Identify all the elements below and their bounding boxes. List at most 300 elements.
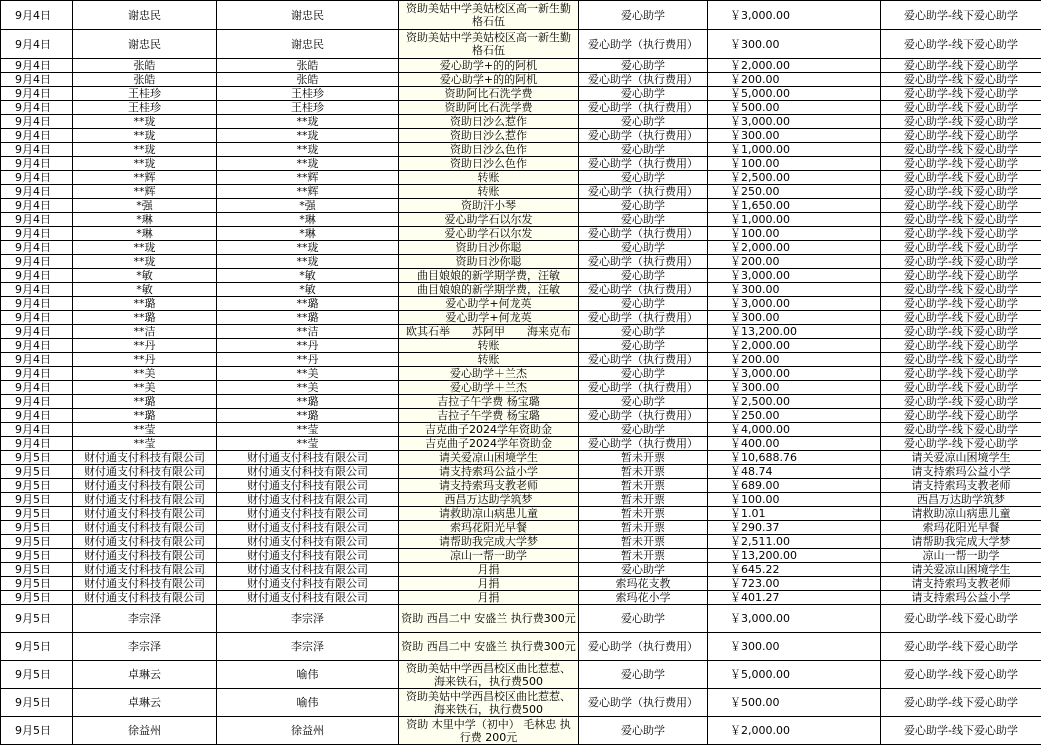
donor-cell: 王桂珍	[73, 87, 217, 101]
amount-cell: ￥4,000.00	[708, 423, 881, 437]
date-cell: 9月4日	[1, 143, 73, 157]
amount-cell: ￥200.00	[708, 353, 881, 367]
payer-cell: 财付通支付科技有限公司	[217, 535, 399, 549]
type-cell: 暂未开票	[579, 507, 708, 521]
description-cell: 爱心助学＋兰杰	[399, 381, 579, 395]
type-cell: 爱心助学	[579, 661, 708, 689]
project-cell: 爱心助学-线下爱心助学	[881, 605, 1041, 633]
payer-cell: **璐	[217, 297, 399, 311]
project-cell: 爱心助学-线下爱心助学	[881, 157, 1041, 171]
amount-cell: ￥1,000.00	[708, 213, 881, 227]
project-cell: 爱心助学-线下爱心助学	[881, 227, 1041, 241]
project-cell: 爱心助学-线下爱心助学	[881, 101, 1041, 115]
payer-cell: **珑	[217, 255, 399, 269]
date-cell: 9月4日	[1, 311, 73, 325]
table-row	[1, 283, 1041, 297]
description-cell: 资助日沙你聪	[399, 255, 579, 269]
donor-cell: 财付通支付科技有限公司	[73, 451, 217, 465]
payer-cell: 谢忠民	[217, 1, 399, 30]
description-cell: 凉山一帮一助学	[399, 549, 579, 563]
payer-cell: 财付通支付科技有限公司	[217, 549, 399, 563]
table-row	[1, 493, 1041, 507]
date-cell: 9月4日	[1, 1, 73, 30]
amount-cell: ￥401.27	[708, 591, 881, 605]
date-cell: 9月4日	[1, 185, 73, 199]
donor-cell: **丹	[73, 353, 217, 367]
type-cell: 爱心助学	[579, 1, 708, 30]
project-cell: 爱心助学-线下爱心助学	[881, 661, 1041, 689]
donor-cell: **美	[73, 367, 217, 381]
description-cell: 资助美姑中学西昌校区曲比惹惹、海来铁石，执行费500	[399, 661, 579, 689]
project-cell: 西昌万达助学筑梦	[881, 493, 1041, 507]
amount-cell: ￥3,000.00	[708, 367, 881, 381]
table-row	[1, 409, 1041, 423]
type-cell: 爱心助学（执行费用）	[579, 353, 708, 367]
donor-cell: 财付通支付科技有限公司	[73, 591, 217, 605]
payer-cell: **珑	[217, 143, 399, 157]
description-cell: 曲目娘娘的新学期学费，汪敏	[399, 283, 579, 297]
date-cell: 9月4日	[1, 157, 73, 171]
amount-cell: ￥13,200.00	[708, 325, 881, 339]
payer-cell: 李宗泽	[217, 605, 399, 633]
date-cell: 9月4日	[1, 325, 73, 339]
amount-cell: ￥48.74	[708, 465, 881, 479]
type-cell: 爱心助学	[579, 423, 708, 437]
date-cell: 9月4日	[1, 129, 73, 143]
date-cell: 9月4日	[1, 101, 73, 115]
donor-cell: **丹	[73, 339, 217, 353]
table-row	[1, 129, 1041, 143]
table-row	[1, 689, 1041, 717]
description-cell: 转账	[399, 353, 579, 367]
amount-cell: ￥290.37	[708, 521, 881, 535]
type-cell: 爱心助学（执行费用）	[579, 185, 708, 199]
type-cell: 暂未开票	[579, 465, 708, 479]
table-row	[1, 451, 1041, 465]
description-cell: 请支持索玛公益小学	[399, 465, 579, 479]
table-row	[1, 479, 1041, 493]
payer-cell: *敏	[217, 269, 399, 283]
type-cell: 爱心助学	[579, 339, 708, 353]
payer-cell: **丹	[217, 339, 399, 353]
amount-cell: ￥400.00	[708, 437, 881, 451]
payer-cell: 张皓	[217, 73, 399, 87]
donor-cell: **莹	[73, 423, 217, 437]
date-cell: 9月5日	[1, 451, 73, 465]
type-cell: 爱心助学	[579, 269, 708, 283]
date-cell: 9月4日	[1, 73, 73, 87]
date-cell: 9月5日	[1, 689, 73, 717]
payer-cell: *琳	[217, 213, 399, 227]
payer-cell: 徐益州	[217, 717, 399, 745]
description-cell: 索玛花阳光早餐	[399, 521, 579, 535]
amount-cell: ￥10,688.76	[708, 451, 881, 465]
type-cell: 爱心助学（执行费用）	[579, 283, 708, 297]
description-cell: 资助日沙你聪	[399, 241, 579, 255]
date-cell: 9月5日	[1, 577, 73, 591]
date-cell: 9月5日	[1, 661, 73, 689]
type-cell: 爱心助学	[579, 241, 708, 255]
project-cell: 爱心助学-线下爱心助学	[881, 73, 1041, 87]
project-cell: 爱心助学-线下爱心助学	[881, 297, 1041, 311]
type-cell: 爱心助学	[579, 297, 708, 311]
table-row	[1, 269, 1041, 283]
type-cell: 爱心助学（执行费用）	[579, 157, 708, 171]
table-row	[1, 59, 1041, 73]
description-cell: 月捐	[399, 577, 579, 591]
project-cell: 爱心助学-线下爱心助学	[881, 143, 1041, 157]
description-cell: 爱心助学+何龙英	[399, 297, 579, 311]
amount-cell: ￥500.00	[708, 101, 881, 115]
type-cell: 爱心助学	[579, 87, 708, 101]
type-cell: 爱心助学（执行费用）	[579, 409, 708, 423]
payer-cell: 财付通支付科技有限公司	[217, 507, 399, 521]
date-cell: 9月4日	[1, 87, 73, 101]
description-cell: 请帮助我完成大学梦	[399, 535, 579, 549]
description-cell: 资助日沙么惹作	[399, 129, 579, 143]
table-row	[1, 395, 1041, 409]
project-cell: 请关爱凉山困境学生	[881, 451, 1041, 465]
table-row	[1, 591, 1041, 605]
table-row	[1, 423, 1041, 437]
type-cell: 暂未开票	[579, 479, 708, 493]
description-cell: 吉拉子午学费 杨宝璐	[399, 395, 579, 409]
payer-cell: **珑	[217, 241, 399, 255]
amount-cell: ￥2,500.00	[708, 395, 881, 409]
table-row	[1, 381, 1041, 395]
payer-cell: **莹	[217, 437, 399, 451]
type-cell: 爱心助学	[579, 59, 708, 73]
date-cell: 9月4日	[1, 213, 73, 227]
project-cell: 爱心助学-线下爱心助学	[881, 381, 1041, 395]
description-cell: 资助美姑中学美姑校区高一新生勤格石伍	[399, 1, 579, 30]
project-cell: 爱心助学-线下爱心助学	[881, 339, 1041, 353]
type-cell: 爱心助学（执行费用）	[579, 311, 708, 325]
project-cell: 爱心助学-线下爱心助学	[881, 185, 1041, 199]
type-cell: 爱心助学	[579, 395, 708, 409]
project-cell: 爱心助学-线下爱心助学	[881, 423, 1041, 437]
type-cell: 爱心助学	[579, 115, 708, 129]
date-cell: 9月5日	[1, 535, 73, 549]
donor-cell: 徐益州	[73, 717, 217, 745]
description-cell: 资助美姑中学美姑校区高一新生勤格石伍	[399, 30, 579, 59]
payer-cell: **美	[217, 367, 399, 381]
donor-cell: 王桂珍	[73, 101, 217, 115]
type-cell: 爱心助学（执行费用）	[579, 633, 708, 661]
type-cell: 索玛花支教	[579, 577, 708, 591]
amount-cell: ￥2,000.00	[708, 339, 881, 353]
table-row	[1, 633, 1041, 661]
donor-cell: *敏	[73, 269, 217, 283]
description-cell: 资助美姑中学西昌校区曲比惹惹、海来铁石，执行费500	[399, 689, 579, 717]
description-cell: 月捐	[399, 563, 579, 577]
table-row	[1, 171, 1041, 185]
project-cell: 爱心助学-线下爱心助学	[881, 30, 1041, 59]
payer-cell: **辉	[217, 185, 399, 199]
payer-cell: 张皓	[217, 59, 399, 73]
project-cell: 请支持索玛支教老师	[881, 577, 1041, 591]
amount-cell: ￥300.00	[708, 129, 881, 143]
type-cell: 爱心助学	[579, 563, 708, 577]
date-cell: 9月4日	[1, 255, 73, 269]
project-cell: 爱心助学-线下爱心助学	[881, 1, 1041, 30]
date-cell: 9月4日	[1, 283, 73, 297]
description-cell: 吉拉子午学费 杨宝璐	[399, 409, 579, 423]
project-cell: 爱心助学-线下爱心助学	[881, 171, 1041, 185]
type-cell: 爱心助学	[579, 605, 708, 633]
description-cell: 资助日沙么色作	[399, 157, 579, 171]
donor-cell: 谢忠民	[73, 30, 217, 59]
amount-cell: ￥2,000.00	[708, 717, 881, 745]
type-cell: 爱心助学（执行费用）	[579, 227, 708, 241]
description-cell: 转账	[399, 171, 579, 185]
date-cell: 9月4日	[1, 339, 73, 353]
payer-cell: **珑	[217, 157, 399, 171]
amount-cell: ￥3,000.00	[708, 1, 881, 30]
table-row	[1, 115, 1041, 129]
amount-cell: ￥2,500.00	[708, 171, 881, 185]
payer-cell: **璐	[217, 395, 399, 409]
table-row	[1, 241, 1041, 255]
table-row	[1, 213, 1041, 227]
type-cell: 爱心助学	[579, 325, 708, 339]
donor-cell: *强	[73, 199, 217, 213]
donor-cell: 财付通支付科技有限公司	[73, 577, 217, 591]
donor-cell: *琳	[73, 213, 217, 227]
description-cell: 资助汗小琴	[399, 199, 579, 213]
amount-cell: ￥500.00	[708, 689, 881, 717]
payer-cell: **莹	[217, 423, 399, 437]
payer-cell: **璐	[217, 409, 399, 423]
date-cell: 9月4日	[1, 381, 73, 395]
payer-cell: 财付通支付科技有限公司	[217, 493, 399, 507]
payer-cell: 喻伟	[217, 661, 399, 689]
description-cell: 爱心助学＋兰杰	[399, 367, 579, 381]
donor-cell: **辉	[73, 185, 217, 199]
project-cell: 爱心助学-线下爱心助学	[881, 255, 1041, 269]
table-row	[1, 255, 1041, 269]
donor-cell: **璐	[73, 297, 217, 311]
date-cell: 9月5日	[1, 493, 73, 507]
type-cell: 爱心助学（执行费用）	[579, 437, 708, 451]
table-row	[1, 577, 1041, 591]
donor-cell: 财付通支付科技有限公司	[73, 549, 217, 563]
project-cell: 请关爱凉山困境学生	[881, 563, 1041, 577]
date-cell: 9月5日	[1, 479, 73, 493]
table-row	[1, 549, 1041, 563]
donor-cell: 财付通支付科技有限公司	[73, 521, 217, 535]
amount-cell: ￥3,000.00	[708, 115, 881, 129]
project-cell: 爱心助学-线下爱心助学	[881, 269, 1041, 283]
donor-cell: **珑	[73, 241, 217, 255]
amount-cell: ￥5,000.00	[708, 661, 881, 689]
project-cell: 请支持索玛公益小学	[881, 465, 1041, 479]
type-cell: 爱心助学	[579, 367, 708, 381]
table-row	[1, 157, 1041, 171]
amount-cell: ￥100.00	[708, 157, 881, 171]
donor-cell: **珑	[73, 115, 217, 129]
type-cell: 爱心助学（执行费用）	[579, 101, 708, 115]
table-row	[1, 661, 1041, 689]
type-cell: 暂未开票	[579, 521, 708, 535]
payer-cell: **辉	[217, 171, 399, 185]
amount-cell: ￥1,650.00	[708, 199, 881, 213]
project-cell: 请帮助我完成大学梦	[881, 535, 1041, 549]
payer-cell: 财付通支付科技有限公司	[217, 591, 399, 605]
date-cell: 9月5日	[1, 717, 73, 745]
table-row	[1, 521, 1041, 535]
donor-cell: **珑	[73, 129, 217, 143]
date-cell: 9月5日	[1, 549, 73, 563]
project-cell: 爱心助学-线下爱心助学	[881, 115, 1041, 129]
description-cell: 资助 西昌二中 安盛兰 执行费300元	[399, 633, 579, 661]
project-cell: 爱心助学-线下爱心助学	[881, 283, 1041, 297]
project-cell: 爱心助学-线下爱心助学	[881, 353, 1041, 367]
payer-cell: 财付通支付科技有限公司	[217, 563, 399, 577]
date-cell: 9月4日	[1, 171, 73, 185]
donor-cell: 李宗泽	[73, 633, 217, 661]
project-cell: 爱心助学-线下爱心助学	[881, 689, 1041, 717]
payer-cell: 财付通支付科技有限公司	[217, 465, 399, 479]
amount-cell: ￥300.00	[708, 30, 881, 59]
type-cell: 索玛花小学	[579, 591, 708, 605]
type-cell: 暂未开票	[579, 493, 708, 507]
amount-cell: ￥3,000.00	[708, 269, 881, 283]
payer-cell: 王桂珍	[217, 87, 399, 101]
project-cell: 爱心助学-线下爱心助学	[881, 213, 1041, 227]
table-row	[1, 87, 1041, 101]
payer-cell: 谢忠民	[217, 30, 399, 59]
description-cell: 请支持索玛支教老师	[399, 479, 579, 493]
table-row	[1, 143, 1041, 157]
amount-cell: ￥300.00	[708, 311, 881, 325]
amount-cell: ￥2,511.00	[708, 535, 881, 549]
amount-cell: ￥2,000.00	[708, 59, 881, 73]
table-row	[1, 297, 1041, 311]
table-row	[1, 353, 1041, 367]
project-cell: 请救助凉山病患儿童	[881, 507, 1041, 521]
amount-cell: ￥100.00	[708, 227, 881, 241]
table-row	[1, 437, 1041, 451]
description-cell: 资助 木里中学（初中） 毛林忠 执行费 200元	[399, 717, 579, 745]
type-cell: 暂未开票	[579, 535, 708, 549]
payer-cell: **美	[217, 381, 399, 395]
table-row	[1, 535, 1041, 549]
type-cell: 爱心助学（执行费用）	[579, 255, 708, 269]
donor-cell: **洁	[73, 325, 217, 339]
description-cell: 欧其石举 苏阿甲 海来克布	[399, 325, 579, 339]
payer-cell: 喻伟	[217, 689, 399, 717]
date-cell: 9月4日	[1, 227, 73, 241]
table-row	[1, 717, 1041, 745]
table-row	[1, 101, 1041, 115]
amount-cell: ￥3,000.00	[708, 297, 881, 311]
amount-cell: ￥1.01	[708, 507, 881, 521]
table-row	[1, 199, 1041, 213]
date-cell: 9月5日	[1, 563, 73, 577]
date-cell: 9月4日	[1, 423, 73, 437]
description-cell: 转账	[399, 339, 579, 353]
payer-cell: *强	[217, 199, 399, 213]
ledger-body	[1, 1, 1041, 745]
table-row	[1, 605, 1041, 633]
table-row	[1, 185, 1041, 199]
date-cell: 9月4日	[1, 409, 73, 423]
payer-cell: **璐	[217, 311, 399, 325]
date-cell: 9月4日	[1, 395, 73, 409]
table-row	[1, 227, 1041, 241]
table-row	[1, 73, 1041, 87]
description-cell: 吉克曲子2024学年资助金	[399, 437, 579, 451]
amount-cell: ￥200.00	[708, 73, 881, 87]
date-cell: 9月4日	[1, 241, 73, 255]
table-row	[1, 325, 1041, 339]
type-cell: 爱心助学（执行费用）	[579, 381, 708, 395]
date-cell: 9月4日	[1, 115, 73, 129]
donor-cell: **璐	[73, 395, 217, 409]
date-cell: 9月4日	[1, 269, 73, 283]
donor-cell: **珑	[73, 157, 217, 171]
description-cell: 资助阿比石洗学费	[399, 101, 579, 115]
donor-cell: 卓琳云	[73, 661, 217, 689]
type-cell: 爱心助学	[579, 143, 708, 157]
project-cell: 爱心助学-线下爱心助学	[881, 409, 1041, 423]
type-cell: 暂未开票	[579, 549, 708, 563]
description-cell: 资助日沙么惹作	[399, 115, 579, 129]
payer-cell: 财付通支付科技有限公司	[217, 479, 399, 493]
project-cell: 爱心助学-线下爱心助学	[881, 199, 1041, 213]
donor-cell: 财付通支付科技有限公司	[73, 493, 217, 507]
donor-cell: 财付通支付科技有限公司	[73, 465, 217, 479]
project-cell: 爱心助学-线下爱心助学	[881, 87, 1041, 101]
date-cell: 9月5日	[1, 591, 73, 605]
description-cell: 月捐	[399, 591, 579, 605]
date-cell: 9月5日	[1, 633, 73, 661]
description-cell: 爱心助学+的的阿机	[399, 73, 579, 87]
amount-cell: ￥689.00	[708, 479, 881, 493]
table-row	[1, 311, 1041, 325]
type-cell: 爱心助学	[579, 717, 708, 745]
donor-cell: 卓琳云	[73, 689, 217, 717]
payer-cell: *敏	[217, 283, 399, 297]
donor-cell: 张皓	[73, 59, 217, 73]
donor-cell: **美	[73, 381, 217, 395]
payer-cell: 王桂珍	[217, 101, 399, 115]
amount-cell: ￥300.00	[708, 283, 881, 297]
date-cell: 9月4日	[1, 367, 73, 381]
amount-cell: ￥723.00	[708, 577, 881, 591]
amount-cell: ￥300.00	[708, 633, 881, 661]
date-cell: 9月5日	[1, 605, 73, 633]
donor-cell: **璐	[73, 311, 217, 325]
type-cell: 爱心助学	[579, 199, 708, 213]
donor-cell: 财付通支付科技有限公司	[73, 535, 217, 549]
donor-cell: **珑	[73, 255, 217, 269]
date-cell: 9月4日	[1, 59, 73, 73]
payer-cell: **珑	[217, 129, 399, 143]
payer-cell: **洁	[217, 325, 399, 339]
description-cell: 西昌万达助学筑梦	[399, 493, 579, 507]
donor-cell: 李宗泽	[73, 605, 217, 633]
type-cell: 爱心助学	[579, 171, 708, 185]
description-cell: 爱心助学+何龙英	[399, 311, 579, 325]
description-cell: 资助日沙么色作	[399, 143, 579, 157]
table-row	[1, 30, 1041, 59]
amount-cell: ￥3,000.00	[708, 605, 881, 633]
description-cell: 爱心助学石以尔发	[399, 227, 579, 241]
amount-cell: ￥5,000.00	[708, 87, 881, 101]
project-cell: 爱心助学-线下爱心助学	[881, 633, 1041, 661]
